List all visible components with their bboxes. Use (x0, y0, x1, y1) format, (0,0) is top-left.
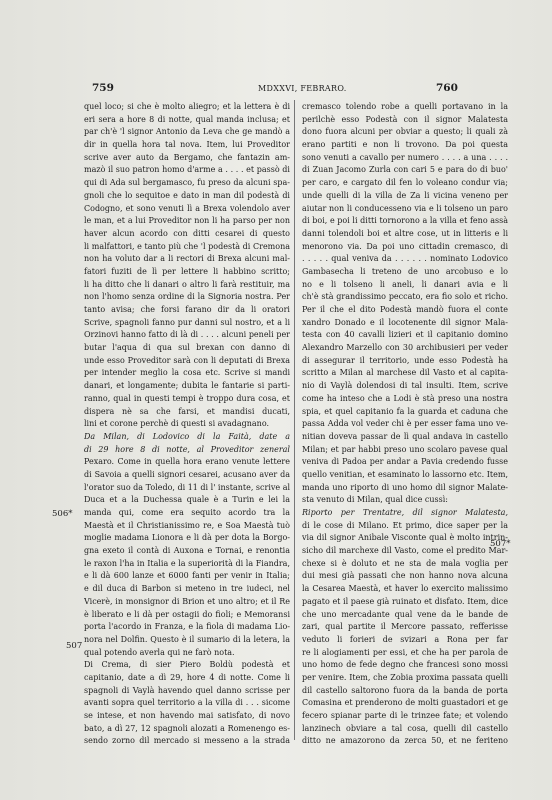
text-line: Da Milan, di Lodovico di la Faità, date a (84, 431, 290, 441)
text-line: dil castello saltorono fuora da la banda de porta (302, 685, 508, 695)
text-line: re li alogiamenti per essi, et che ha per parola de (302, 647, 508, 657)
text-line: Alexandro Marzello con 30 archibusieri per veder (302, 343, 508, 353)
text-line: testa con 40 cavalli lizieri et il capitanio domino (302, 330, 508, 340)
text-line: Codogno, et sono venuti lì a Brexa volendolo aver (84, 203, 290, 213)
text-line: sendo zorno dil mercado si messeno a la strada (84, 736, 290, 746)
text-line: ranno, qual in questi tempi è troppo dura cosa, et (84, 393, 290, 403)
text-line: scritto a Milan al marchese dil Vasto et al capita- (302, 368, 508, 378)
text-line: veniva di Padoa per andar a Pavia credendo fusse (302, 457, 508, 467)
text-line: la Cesarea Maestà, et haver lo exercito malissimo (302, 584, 508, 594)
text-line: quello venitian, et esaminato lo lassorno etc. Item, (302, 469, 508, 479)
text-line: di boi, e poi li ditti tornorono a la villa et feno assà (302, 216, 508, 226)
text-line: non l'homo senza ordine di la Signoria nostra. Per (84, 292, 290, 302)
text-line: è liberato e li dà per ostagii do fioli; e Memoransi (84, 609, 290, 619)
text-line: avanti sopra quel territorio a la villa di . . . sicome (84, 698, 290, 708)
text-line: quel loco; si che è molto aliegro; et la lettera è di (84, 102, 290, 111)
right-page-number: 760 (436, 82, 458, 94)
text-line: uno homo de fede degno che francesi sono mossi (302, 660, 508, 670)
text-line: moglie madama Lionora e li dà per dota la Borgo- (84, 533, 290, 543)
margin-number-506: 506* (52, 509, 73, 519)
running-header (0, 82, 552, 96)
text-line: Orzinovi hanno fatto di là di . . . . alcuni peneli per (84, 330, 290, 340)
text-line: . . . . . qual veniva da . . . . . . nominato Lodovico (302, 254, 508, 264)
text-line: sicho dil marchexe dil Vasto, come el predito Mar- (302, 546, 508, 556)
text-line: passa Adda vol veder chi è per esser fama uno ve- (302, 419, 508, 429)
text-line: di Savoia a quelli signori cesarei, acusano aver da (84, 469, 290, 479)
text-line: per venire. Item, che Zobia proxima passata quelli (302, 672, 508, 682)
text-line: eri sera a hore 8 di notte, qual manda inclusa; et (84, 114, 290, 124)
text-line: e li dà 600 lanze et 6000 fanti per venir in Italia; (84, 571, 290, 581)
text-line: nio di Vaylà dolendosi di tal insulti. Item, scrive (302, 381, 508, 391)
text-line: Pexaro. Come in quella hora erano venute lettere (84, 457, 290, 467)
column-divider (294, 100, 295, 740)
text-line: danari, et longamente; dubita le fantarie si parti- (84, 381, 290, 391)
text-line: veduto li forieri de svizari a Rona per far (302, 634, 508, 644)
text-line: Scrive, spagnoli fanno pur danni sul nostro, et a li (84, 317, 290, 327)
text-line: par ch'è 'l signor Antonio da Leva che ge mandò a (84, 127, 290, 137)
text-line: le man, et a lui Proveditor non li ha parso per non (84, 216, 290, 226)
text-line: xandro Donado e il locotenente dil signor Mala- (302, 317, 508, 327)
text-line: capitanio, date a dì 29, hore 4 di notte. Come li (84, 672, 290, 682)
text-line: di le cose di Milano. Et primo, dice saper per la (302, 520, 508, 530)
text-line: aiutar non li conducesseno via e li tolseno un paro (302, 203, 508, 213)
text-line: ch'è stà grandissimo peccato, era fio solo et richo. (302, 292, 508, 302)
text-line: come ha inteso che a Lodi è stà preso una nostra (302, 393, 508, 403)
text-line: danni tolendoli boi et altre cose, ut in litteris e li (302, 228, 508, 238)
text-line: erano partiti e non li trovono. Da poi questa (302, 140, 508, 150)
text-line: butar l'aqua di qua sul brexan con danno di (84, 343, 290, 353)
text-line: manda uno riporto di uno homo dil signor Malate- (302, 482, 508, 492)
text-line: gna exeto il contà di Auxona e Tornai, e renontia (84, 546, 290, 556)
text-line: spia, et quel capitanio fa la guarda et caduna che (302, 406, 508, 416)
text-line: haver alcun acordo con ditti cesarei di questo (84, 228, 290, 238)
text-line: li malfattori, e tanto più che 'l podestà di Cremona (84, 241, 290, 251)
right-text-column (302, 101, 511, 748)
text-line: Di Crema, di sier Piero Boldù podestà et (84, 660, 290, 670)
text-line: dir in quella hora tal nova. Item, lui Proveditor (84, 140, 290, 150)
text-line: Vicerè, in monsignor di Brion et uno altro; et il Re (84, 596, 290, 606)
text-line: se intese, et non havendo mai satisfato, di novo (84, 711, 290, 720)
text-line: non ha voluto dar a li rectori di Brexa alcuni mal- (84, 254, 290, 264)
text-line: porta l'acordo in Franza, e la fiola di madama Lio- (84, 622, 290, 632)
text-line: Duca et a la Duchessa quale è a Turin e lei la (84, 495, 290, 505)
text-line: dui mesi già passati che non hanno nova alcuna (302, 571, 508, 581)
text-line: cremasco tolendo robe a quelli portavano in la (302, 102, 508, 111)
text-line: per intender meglio la cosa etc. Scrive si mandi (84, 368, 290, 378)
text-line: spagnoli di Vaylà havendo quel danno scrisse per (84, 685, 290, 695)
text-line: Gambasecha li treteno de uno arcobuso e lo (302, 266, 508, 276)
left-page-number: 759 (92, 82, 114, 94)
text-line: pagato et il paese già ruinato et disfato. Item, dice (302, 596, 508, 606)
text-line: che uno mercadante qual vene da le bande de (302, 609, 508, 619)
text-line: nora nel Dolfin. Questo è il sumario di la letera, la (84, 634, 290, 644)
text-line: le raxon l'ha in Italia e la superiorità di la Fiandra, (84, 558, 290, 568)
text-line: Milan; et par habbi preso uno scolaro pavese qual (302, 444, 508, 454)
text-line: gnoli che lo sequitoe e dato in man dil podestà di (84, 190, 290, 200)
text-line: sta venuto di Milan, qual dice cussì: (302, 495, 448, 505)
text-line: mazò il suo patron homo d'arme a . . . . et passò di (84, 165, 290, 175)
text-line: no e li tolseno li aneli, li danari avia e li (302, 279, 508, 289)
text-line: chexe si è doluto et ne sta de mala voglia per (302, 558, 508, 568)
text-line: dono fuora alcuni per obviar a questo; li quali zà (302, 127, 508, 137)
running-title: MDXXVI, FEBRARO. (258, 84, 347, 93)
text-line: di assegurar il territorio, unde esso Podestà ha (302, 355, 508, 365)
text-line: ditto ne amazorono da zerca 50, et ne feriteno (302, 736, 508, 746)
text-line: Maestà et il Christianissimo re, e Soa Maestà tuò (84, 520, 290, 530)
text-line: lini et corone perchè di questi si avadagnano. (84, 419, 270, 429)
text-line: zari, qual partite il Mercore passato, refferisse (302, 622, 508, 632)
text-line: Riporto per Trentatre, dil signor Malatesta, (302, 508, 508, 517)
margin-number-507: 507 (66, 641, 83, 651)
text-line: perilchè esso Podestà con il signor Malatesta (302, 114, 508, 124)
text-line: bato, a dì 27, 12 spagnoli alozati a Romenengo es- (84, 723, 290, 733)
text-line: nitian doveva passar de lì qual andava in castello (302, 431, 508, 441)
text-line: fecero spianar parte di le trinzee fate; et volendo (302, 711, 508, 720)
text-line: di Zuan Jacomo Zurla con cari 5 e para do di buo' (302, 165, 508, 175)
text-line: dispera nè sa che farsi, et mandisi ducati, (84, 406, 290, 416)
text-line: l'orator suo da Toledo, di 11 di l' instante, scrive al (84, 482, 290, 492)
text-line: unde quelli di la villa de Za li vicina veneno per (302, 190, 508, 200)
text-line: menorono via. Da poi uno cittadin cremasco, di (302, 241, 508, 251)
text-line: lanzinech obviare a tal cosa, quelli dil castello (302, 723, 508, 733)
text-line: di 29 hore 8 di notte, al Proveditor zeneral (84, 444, 290, 454)
text-line: scrive aver auto da Bergamo, che fantazin am- (84, 152, 290, 162)
text-line: li ha ditto che li danari o altro li farà restituir, ma (84, 279, 290, 289)
text-line: manda qui, come era sequito acordo tra la (84, 508, 290, 517)
text-line: sono venuti a cavallo per numero . . . . a una . . . . (302, 152, 508, 162)
text-line: unde esso Proveditor sarà con li deputati di Brexa (84, 355, 290, 365)
text-line: Comasina et prenderono de molti guastadori et ge (302, 698, 508, 708)
text-line: per caro, e cargato dil fen lo voleano condur via; (302, 178, 508, 188)
left-text-column (84, 101, 290, 748)
margin-number-507-star: 507* (490, 539, 511, 549)
text-line: tanto avisa; che forsi farano dir da li oratori (84, 305, 290, 314)
text-line: Per il che el dito Podestà mandò fuora el conte (302, 305, 508, 314)
text-line: via dil signor Anibale Visconte qual è molto intrin- (302, 533, 508, 543)
text-line: qual potendo averla qui ne farò nota. (84, 647, 235, 657)
text-line: e dil duca di Barbon si meteno in tre iudeci, nel (84, 584, 290, 594)
text-line: qui di Ada sul bergamasco, fu preso da alcuni spa- (84, 178, 290, 188)
text-line: fatori fuziti de lì per lettere li habbino scritto; (84, 266, 290, 276)
